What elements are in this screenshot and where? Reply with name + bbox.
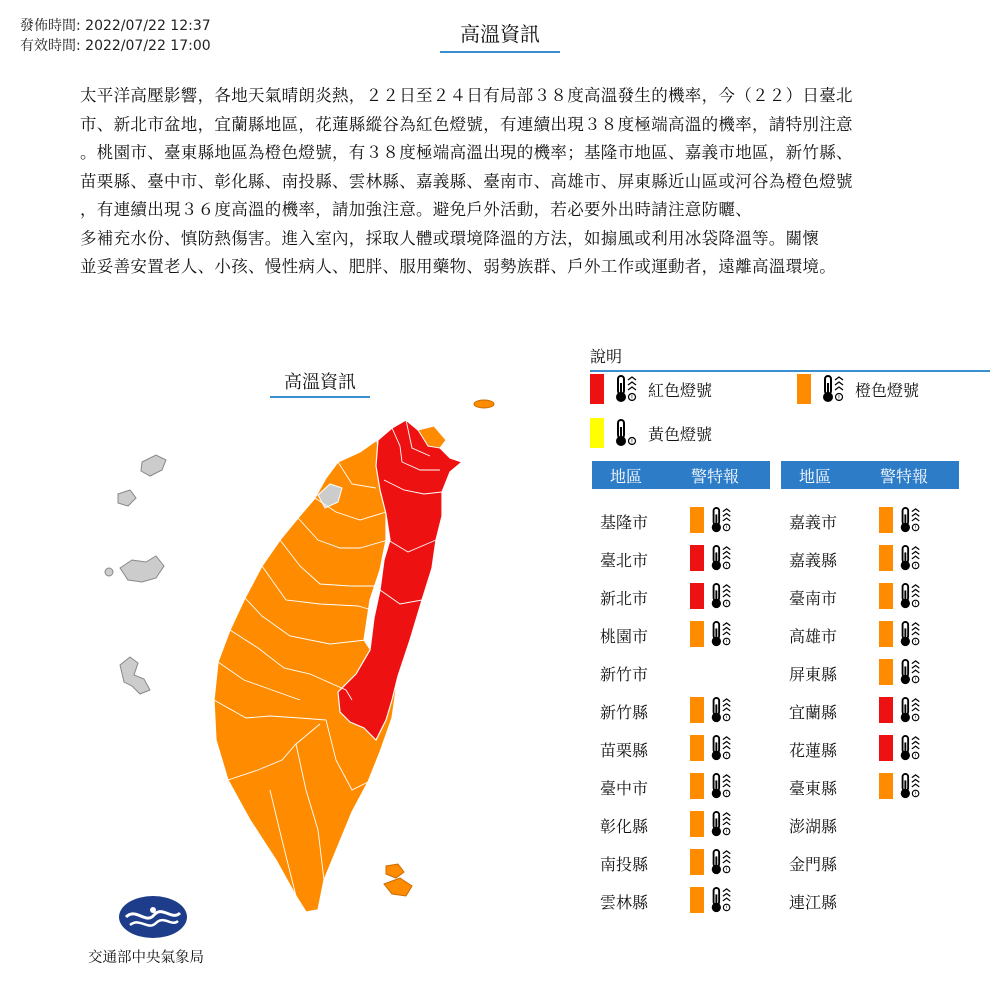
valid-time: 有效時間: 2022/07/22 17:00 (20, 38, 211, 54)
svg-text:!: ! (837, 394, 841, 402)
thermometer-icon (897, 581, 923, 615)
region-name: 宜蘭縣 (789, 703, 838, 722)
description (80, 82, 930, 282)
orange-swatch (879, 507, 893, 533)
svg-text:!: ! (914, 563, 917, 570)
cwb-logo (118, 895, 188, 941)
legend-red (590, 372, 712, 406)
thermometer-icon (708, 581, 734, 615)
warning-header: 警特報 (690, 466, 739, 486)
orange-swatch (797, 374, 811, 404)
thermometer-icon (708, 695, 734, 729)
matsu-island-small (118, 490, 136, 506)
thermometer-icon (708, 619, 734, 653)
svg-text:!: ! (725, 639, 728, 646)
thermometer-icon (897, 619, 923, 653)
svg-text:!: ! (725, 753, 728, 760)
map-title: 高溫資訊 (270, 368, 370, 398)
svg-text:!: ! (725, 791, 728, 798)
red-swatch (590, 374, 604, 404)
region-name: 嘉義市 (789, 513, 838, 532)
orange-swatch (879, 545, 893, 571)
svg-text:!: ! (914, 715, 917, 722)
table-row (781, 654, 961, 690)
thermometer-icon (897, 771, 923, 805)
thermometer-icon (708, 809, 734, 843)
table-row (592, 616, 772, 652)
legend-orange-label: 橙色燈號 (855, 380, 920, 400)
issue-info (20, 16, 211, 56)
table-row (781, 806, 961, 842)
description-line: 並妥善安置老人、小孩、慢性病人、肥胖、服用藥物、弱勢族群、戶外工作或運動者，遠離高溫環境。 (80, 257, 836, 276)
description-line: 太平洋高壓影響，各地天氣晴朗炎熱，２２日至２４日有局部３８度高溫發生的機率，今（２２）日臺北 (80, 86, 853, 105)
svg-text:!: ! (914, 791, 917, 798)
warning-header: 警特報 (879, 466, 928, 486)
thermometer-icon (897, 505, 923, 539)
thermometer-icon (612, 374, 640, 404)
region-header: 地區 (798, 466, 831, 486)
orchid-island (384, 878, 412, 896)
svg-text:!: ! (914, 601, 917, 608)
table-row (781, 540, 961, 576)
region-name: 臺南市 (789, 589, 838, 608)
region-name: 苗栗縣 (600, 741, 649, 760)
svg-text:!: ! (725, 601, 728, 608)
description-line: 市、新北市盆地，宜蘭縣地區，花蓮縣縱谷為紅色燈號，有連續出現３８度極端高溫的機率，請特別注意 (80, 114, 853, 134)
red-swatch (879, 697, 893, 723)
table-row (781, 730, 961, 766)
region-name: 桃園市 (600, 627, 649, 646)
svg-text:!: ! (725, 867, 728, 874)
description-line: ，有連續出現３６度高溫的機率，請加強注意。避免戶外活動，若必要外出時請注意防曬、 (80, 200, 752, 219)
thermometer-icon (819, 374, 847, 404)
region-name: 臺中市 (600, 779, 649, 798)
orange-swatch (690, 887, 704, 913)
kinmen-island (120, 556, 164, 582)
region-name: 連江縣 (789, 893, 838, 912)
orange-swatch (690, 773, 704, 799)
region-header: 地區 (609, 466, 642, 486)
table-row (781, 502, 961, 538)
region-name: 彰化縣 (600, 817, 649, 836)
region-name: 新竹市 (600, 665, 649, 684)
matsu-island (141, 455, 166, 476)
table-row (592, 540, 772, 576)
region-name: 花蓮縣 (789, 741, 838, 760)
svg-text:!: ! (725, 829, 728, 836)
region-name: 基隆市 (600, 513, 649, 532)
page-title: 高溫資訊 (440, 18, 560, 53)
legend-title: 說明 (590, 344, 990, 372)
table-row (781, 882, 961, 918)
svg-text:!: ! (914, 677, 917, 684)
svg-text:!: ! (914, 525, 917, 532)
orange-swatch (690, 697, 704, 723)
thermometer-icon (708, 543, 734, 577)
region-name: 金門縣 (789, 855, 838, 874)
thermometer-icon (708, 771, 734, 805)
orange-swatch (879, 621, 893, 647)
table-row (592, 502, 772, 538)
svg-text:!: ! (630, 438, 634, 446)
region-name: 臺東縣 (789, 779, 838, 798)
table-header-left (592, 461, 770, 489)
table-row (592, 730, 772, 766)
region-name: 澎湖縣 (789, 817, 838, 836)
thermometer-icon (708, 733, 734, 767)
table-row (592, 844, 772, 880)
thermometer-icon (897, 543, 923, 577)
orange-swatch (879, 773, 893, 799)
red-swatch (879, 735, 893, 761)
region-name: 高雄市 (789, 627, 838, 646)
kinmen-islet (105, 568, 113, 576)
region-name: 屏東縣 (789, 665, 838, 684)
legend-yellow-label: 黃色燈號 (648, 424, 713, 444)
table-row (592, 692, 772, 728)
description-line: 多補充水份、慎防熱傷害。進入室內，採取人體或環境降溫的方法，如搧風或利用冰袋降溫等。關懷 (80, 228, 820, 248)
thermometer-icon (708, 505, 734, 539)
orange-swatch (690, 621, 704, 647)
agency-name: 交通部中央氣象局 (88, 950, 204, 966)
orange-swatch (690, 849, 704, 875)
table-row (592, 578, 772, 614)
taiwan-map (100, 390, 500, 930)
table-header-right (781, 461, 959, 489)
table-row (592, 654, 772, 690)
thermometer-icon (897, 733, 923, 767)
thermometer-icon (897, 657, 923, 691)
svg-text:!: ! (725, 525, 728, 532)
legend-yellow (590, 416, 712, 450)
table-row (781, 616, 961, 652)
legend-red-label: 紅色燈號 (648, 380, 713, 400)
region-name: 雲林縣 (600, 893, 649, 912)
region-name: 臺北市 (600, 551, 649, 570)
table-row (592, 882, 772, 918)
thermometer-icon (708, 885, 734, 919)
table-row (781, 844, 961, 880)
table-row (781, 768, 961, 804)
svg-text:!: ! (914, 753, 917, 760)
region-name: 南投縣 (600, 855, 649, 874)
region-name: 新竹縣 (600, 703, 649, 722)
thermometer-icon (708, 847, 734, 881)
table-row (781, 578, 961, 614)
issued-time: 發佈時間: 2022/07/22 12:37 (20, 18, 211, 34)
table-row (592, 806, 772, 842)
description-line: 苗栗縣、臺中市、彰化縣、南投縣、雲林縣、嘉義縣、臺南市、高雄市、屏東縣近山區或河谷為橙色燈號 (80, 171, 853, 191)
red-swatch (690, 545, 704, 571)
orange-swatch (879, 583, 893, 609)
svg-text:!: ! (630, 394, 634, 402)
green-island (386, 864, 404, 878)
orange-swatch (690, 507, 704, 533)
table-row (781, 692, 961, 728)
pengjia-islet (474, 400, 494, 408)
svg-text:!: ! (725, 905, 728, 912)
region-name: 新北市 (600, 589, 649, 608)
red-swatch (690, 583, 704, 609)
svg-text:!: ! (725, 563, 728, 570)
table-row (592, 768, 772, 804)
penghu-island (120, 657, 150, 694)
orange-swatch (879, 659, 893, 685)
svg-text:!: ! (914, 639, 917, 646)
thermometer-icon (897, 695, 923, 729)
legend-orange (797, 372, 919, 406)
orange-swatch (690, 735, 704, 761)
orange-swatch (690, 811, 704, 837)
yellow-swatch (590, 418, 604, 448)
description-line: 。桃園市、臺東縣地區為橙色燈號，有３８度極端高溫出現的機率；基隆市地區、嘉義市地區，新竹縣、 (80, 143, 853, 162)
region-name: 嘉義縣 (789, 551, 838, 570)
thermometer-icon (612, 418, 640, 448)
svg-text:!: ! (725, 715, 728, 722)
